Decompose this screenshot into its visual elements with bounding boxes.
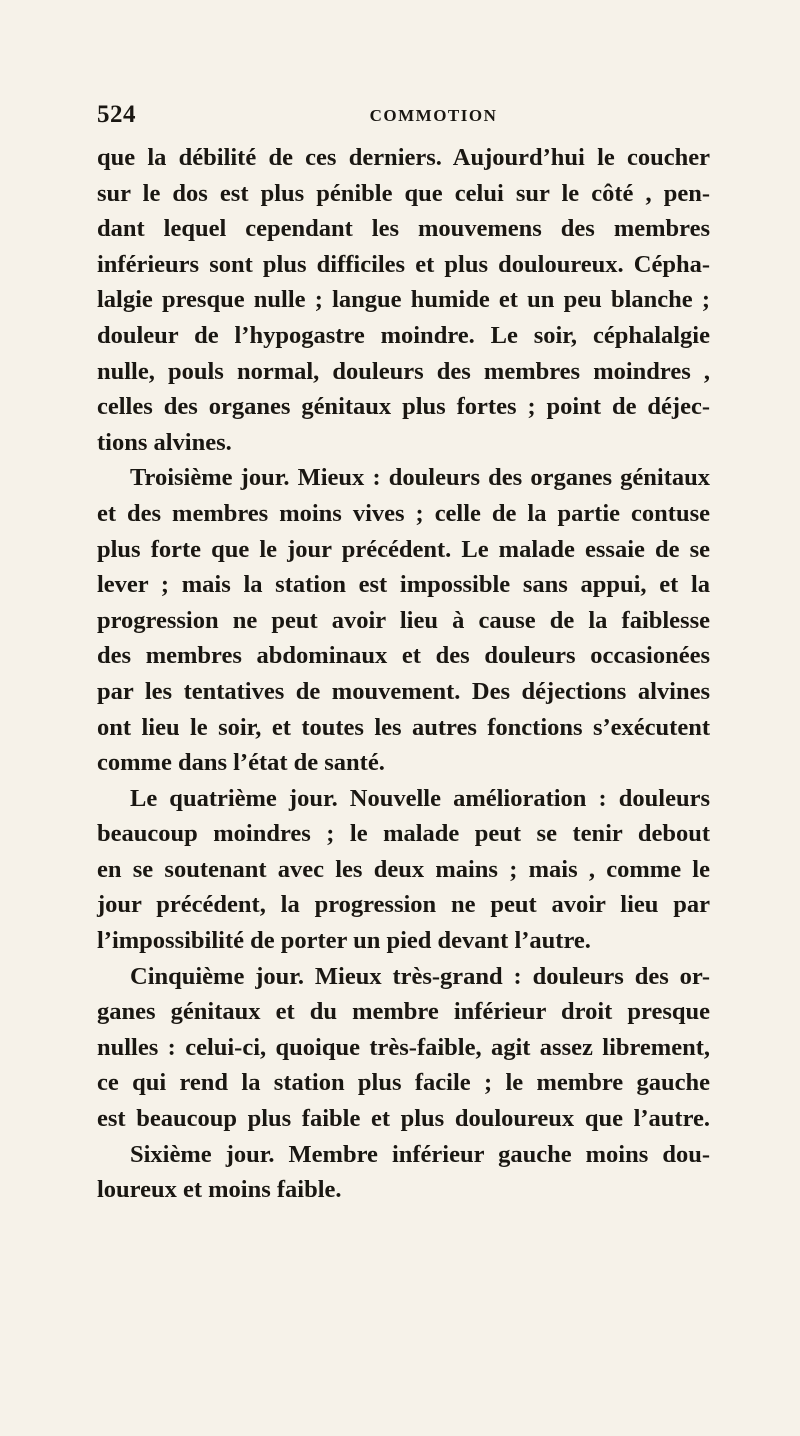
text-line: celles des organes génitaux plus fortes ; point de déjec- (97, 393, 710, 421)
text-line: lalgie presque nulle ; langue humide et un peu blanche ; (97, 286, 710, 314)
text-line: dant lequel cependant les mouvemens des membres (97, 215, 710, 243)
text-line: nulle, pouls normal, douleurs des membres moindres , (97, 357, 710, 385)
text-line: loureux et moins faible. (97, 1176, 342, 1204)
text-line: tions alvines. (97, 428, 232, 456)
text-line: par les tentatives de mouvement. Des déjections alvines (97, 677, 710, 705)
text-line: Sixième jour. Membre inférieur gauche moins dou- (130, 1140, 710, 1168)
text-line: plus forte que le jour précédent. Le malade essaie de se (97, 535, 710, 563)
text-line: ganes génitaux et du membre inférieur droit presque (97, 998, 710, 1026)
text-line: lever ; mais la station est impossible sans appui, et la (97, 571, 710, 599)
text-line: et des membres moins vives ; celle de la partie contuse (97, 499, 710, 527)
text-line: nulles : celui-ci, quoique très-faible, agit assez librement, (97, 1033, 710, 1061)
text-line: que la débilité de ces derniers. Aujourd’hui le coucher (97, 144, 710, 171)
text-line: jour précédent, la progression ne peut avoir lieu par (97, 891, 710, 919)
text-line: comme dans l’état de santé. (97, 749, 385, 777)
text-line: progression ne peut avoir lieu à cause de la faiblesse (97, 606, 710, 634)
text-line: ont lieu le soir, et toutes les autres fonctions s’exécutent (97, 713, 710, 741)
text-line: sur le dos est plus pénible que celui sur le côté , pen- (97, 179, 710, 207)
running-head (97, 101, 710, 131)
text-line: est beaucoup plus faible et plus douloureux que l’autre. (97, 1105, 710, 1133)
text-line: Le quatrième jour. Nouvelle amélioration : douleurs (130, 784, 710, 812)
text-line: beaucoup moindres ; le malade peut se tenir debout (97, 820, 710, 848)
text-line: Cinquième jour. Mieux très-grand : douleurs des or- (130, 962, 710, 990)
page-number: 524 (97, 101, 136, 128)
text-line: l’impossibilité de porter un pied devant l’autre. (97, 927, 591, 955)
running-title: COMMOTION (369, 106, 498, 125)
text-line: en se soutenant avec les deux mains ; mais , comme le (97, 855, 710, 883)
text-line: inférieurs sont plus difficiles et plus douloureux. Cépha- (97, 250, 710, 278)
text-line: ce qui rend la station plus facile ; le membre gauche (97, 1069, 710, 1097)
text-line: douleur de l’hypogastre moindre. Le soir, céphalalgie (97, 321, 710, 349)
body-text (97, 140, 710, 1208)
text-line: Troisième jour. Mieux : douleurs des organes génitaux (130, 464, 710, 492)
text-line: des membres abdominaux et des douleurs occasionées (97, 642, 710, 670)
